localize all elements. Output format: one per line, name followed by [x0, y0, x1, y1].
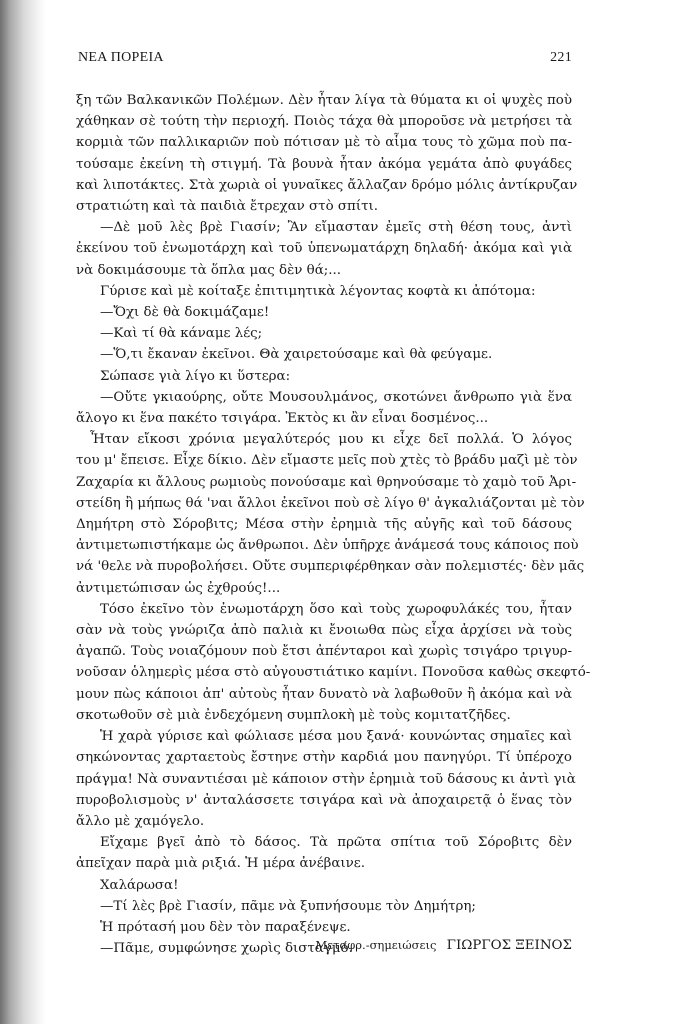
text-line: Χαλάρωσα!: [100, 877, 179, 893]
text-line: νὰ δοκιμάσουμε τὰ ὅπλα μας δὲν θά;...: [76, 262, 342, 278]
text-line: —Οὔτε γκιαούρης, οὔτε Μουσουλμάνος, σκοτώνει ἄνθρωπο γιὰ ἕνα: [100, 389, 572, 405]
text-line: πυροβολισμοὺς ν' ἀνταλάσσετε τσιγάρα καὶ νὰ ἀποχαιρετᾷ ὁ ἕνας τὸν: [76, 792, 572, 808]
text-line: ξη τῶν Βαλκανικῶν Πολέμων. Δὲν ἦταν λίγα τὰ θύματα κι οἱ ψυχὲς ποὺ: [76, 93, 572, 108]
text-line: ἀντιμετώπισαν ὡς ἐχθρούς!...: [76, 580, 281, 596]
article-body: [76, 90, 591, 959]
signature-name: ΓΙΩΡΓΟΣ ΞΕΙΝΟΣ: [446, 938, 572, 953]
text-line: καὶ λιποτάκτες. Στὰ χωριὰ οἱ γυναῖκες ἄλλαζαν δρόμο μόλις ἀντίκρυζαν: [76, 177, 578, 193]
text-line: —Πᾶμε, συμφώνησε χωρὶς δισταγμό.: [100, 941, 353, 957]
text-line: ἄλλο μὲ χαμόγελο.: [76, 813, 205, 829]
text-line: —Ὄχι δὲ θὰ δοκιμάζαμε!: [100, 305, 270, 321]
text-line: Εἴχαμε βγεῖ ἀπὸ τὸ δάσος. Τὰ πρῶτα σπίτια τοῦ Σόροβιτς δὲν: [100, 835, 572, 851]
running-header: [78, 50, 572, 66]
text-line: Τόσο ἐκεῖνο τὸν ἐνωμοτάρχη ὅσο καὶ τοὺς χωροφυλάκές του, ἦταν: [100, 601, 572, 617]
text-line: σκοτωθοῦν σὲ μιὰ ἐνδεχόμενη συμπλοκὴ μὲ τοὺς κομιτατζῆδες.: [76, 707, 511, 723]
text-line: μουν πὼς κάποιοι ἀπ' αὐτοὺς ἦταν δυνατὸ νὰ λαβωθοῦν ἢ ἀκόμα καὶ νὰ: [76, 686, 572, 702]
text-line: τούσαμε ἐκείνη τὴ στιγμή. Τὰ βουνὰ ἦταν ἀκόμα γεμάτα ἀπὸ φυγάδες: [76, 156, 572, 172]
text-line: ἄλογο κι ἕνα πακέτο τσιγάρα. Ἐκτὸς κι ἂν εἶναι δοσμένος...: [76, 411, 489, 427]
text-line: νά 'θελε νὰ πυροβολήσει. Οὔτε συμπεριφέρθηκαν σὰν πολεμιστές· δὲν μᾶς: [76, 559, 585, 575]
text-line: κορμιὰ τῶν παλλικαριῶν ποὺ πότισαν μὲ τὸ αἷμα τους τὸ χῶμα ποὺ πα-: [76, 135, 572, 151]
text-line: Ζαχαρία κι ἄλλους ρωμιοὺς πονούσαμε καὶ θρηνούσαμε τὸ χαμὸ τοῦ Ἀρι-: [76, 474, 577, 490]
translator-signature: [315, 938, 572, 953]
text-line: —Δὲ μοῦ λὲς βρὲ Γιασίν; Ἂν εἴμασταν ἐμεῖς στὴ θέση τους, ἀντὶ: [100, 220, 572, 236]
text-line: —Τί λὲς βρὲ Γιασίν, πᾶμε νὰ ξυπνήσουμε τὸν Δημήτρη;: [100, 898, 476, 914]
text-line: ἀντιμετωπιστήκαμε ὡς ἄνθρωποι. Δὲν ὑπῆρχε ἀνάμεσά τους κάποιος ποὺ: [76, 538, 579, 554]
text-line: στείδη ἢ μήπως θά 'ναι ἄλλοι ἐκεῖνοι ποὺ σὲ λίγο θ' ἀγκαλιάζονται μὲ τὸν: [76, 495, 585, 511]
text-line: Ἦταν εἴκοσι χρόνια μεγαλύτερός μου κι εἶχε δεῖ πολλά. Ὁ λόγος: [90, 432, 572, 448]
text-line: σὰν νὰ τοὺς γνώριζα ἀπὸ παλιὰ κι ἔνοιωθα πὼς εἶχα ἀρχίσει νὰ τοὺς: [76, 623, 572, 639]
text-line: ἐκείνου τοῦ ἐνωμοτάρχη καὶ τοῦ ὑπενωματάρχη δηλαδή· ἀκόμα καὶ γιὰ: [76, 241, 572, 257]
text-line: —Ὅ,τι ἔκαναν ἐκεῖνοι. Θὰ χαιρετούσαμε καὶ θὰ φεύγαμε.: [100, 347, 493, 363]
text-line: σηκώνοντας χαρταετοὺς ἔστηνε στὴν καρδιά μου πανηγύρι. Τί ὑπέροχο: [76, 750, 572, 766]
text-line: του μ' ἔπεισε. Εἶχε δίκιο. Δὲν εἴμαστε μεῖς ποὺ χτὲς τὸ βράδυ μαζὶ μὲ τὸν: [76, 453, 578, 469]
page-binding-shadow: [0, 0, 46, 1024]
text-line: —Καὶ τί θὰ κάναμε λές;: [100, 326, 263, 342]
text-line: νοῦσαν ὁλημερὶς μέσα στὸ αὐγουστιάτικο καμίνι. Πονοῦσα καθὼς σκεφτό-: [76, 665, 591, 681]
text-line: Ἡ πρότασή μου δὲν τὸν παραξένεψε.: [100, 919, 351, 935]
text-line: στρατιώτη καὶ τὰ παιδιὰ ἔτρεχαν στὸ σπίτι.: [76, 199, 378, 215]
text-line: πράγμα! Νὰ συναντιέσαι μὲ κάποιον στὴν ἐρημιὰ τοῦ δάσους κι ἀντὶ γιὰ: [76, 771, 576, 787]
text-line: Δημήτρη στὸ Σόροβιτς; Μέσα στὴν ἐρημιὰ τῆς αὐγῆς καὶ τοῦ δάσους: [76, 517, 572, 533]
text-line: χάθηκαν σὲ τούτη τὴν περιοχή. Ποιὸς τάχα θὰ μποροῦσε νὰ μετρήσει τὰ: [76, 114, 572, 130]
running-title: ΝΕΑ ΠΟΡΕΙΑ: [78, 50, 164, 65]
text-line: Γύρισε καὶ μὲ κοίταξε ἐπιτιμητικὰ λέγοντας κοφτὰ κι ἀπότομα:: [100, 283, 536, 299]
page-number: 221: [550, 50, 572, 65]
signature-label: Μεταφρ.-σημειώσεις: [315, 938, 437, 952]
text-line: Σώπασε γιὰ λίγο κι ὕστερα:: [100, 368, 291, 384]
text-line: ἀγαπῶ. Τοὺς νοιαζόμουν ποὺ ἔτσι ἀπένταροι καὶ χωρὶς τσιγάρο τριγυρ-: [76, 644, 572, 660]
text-line: ἀπεῖχαν παρὰ μιὰ ριξιά. Ἡ μέρα ἀνέβαινε.: [76, 856, 365, 872]
text-line: Ἡ χαρὰ γύρισε καὶ φώλιασε μέσα μου ξανά· κουνώντας σημαῖες καὶ: [100, 729, 572, 745]
